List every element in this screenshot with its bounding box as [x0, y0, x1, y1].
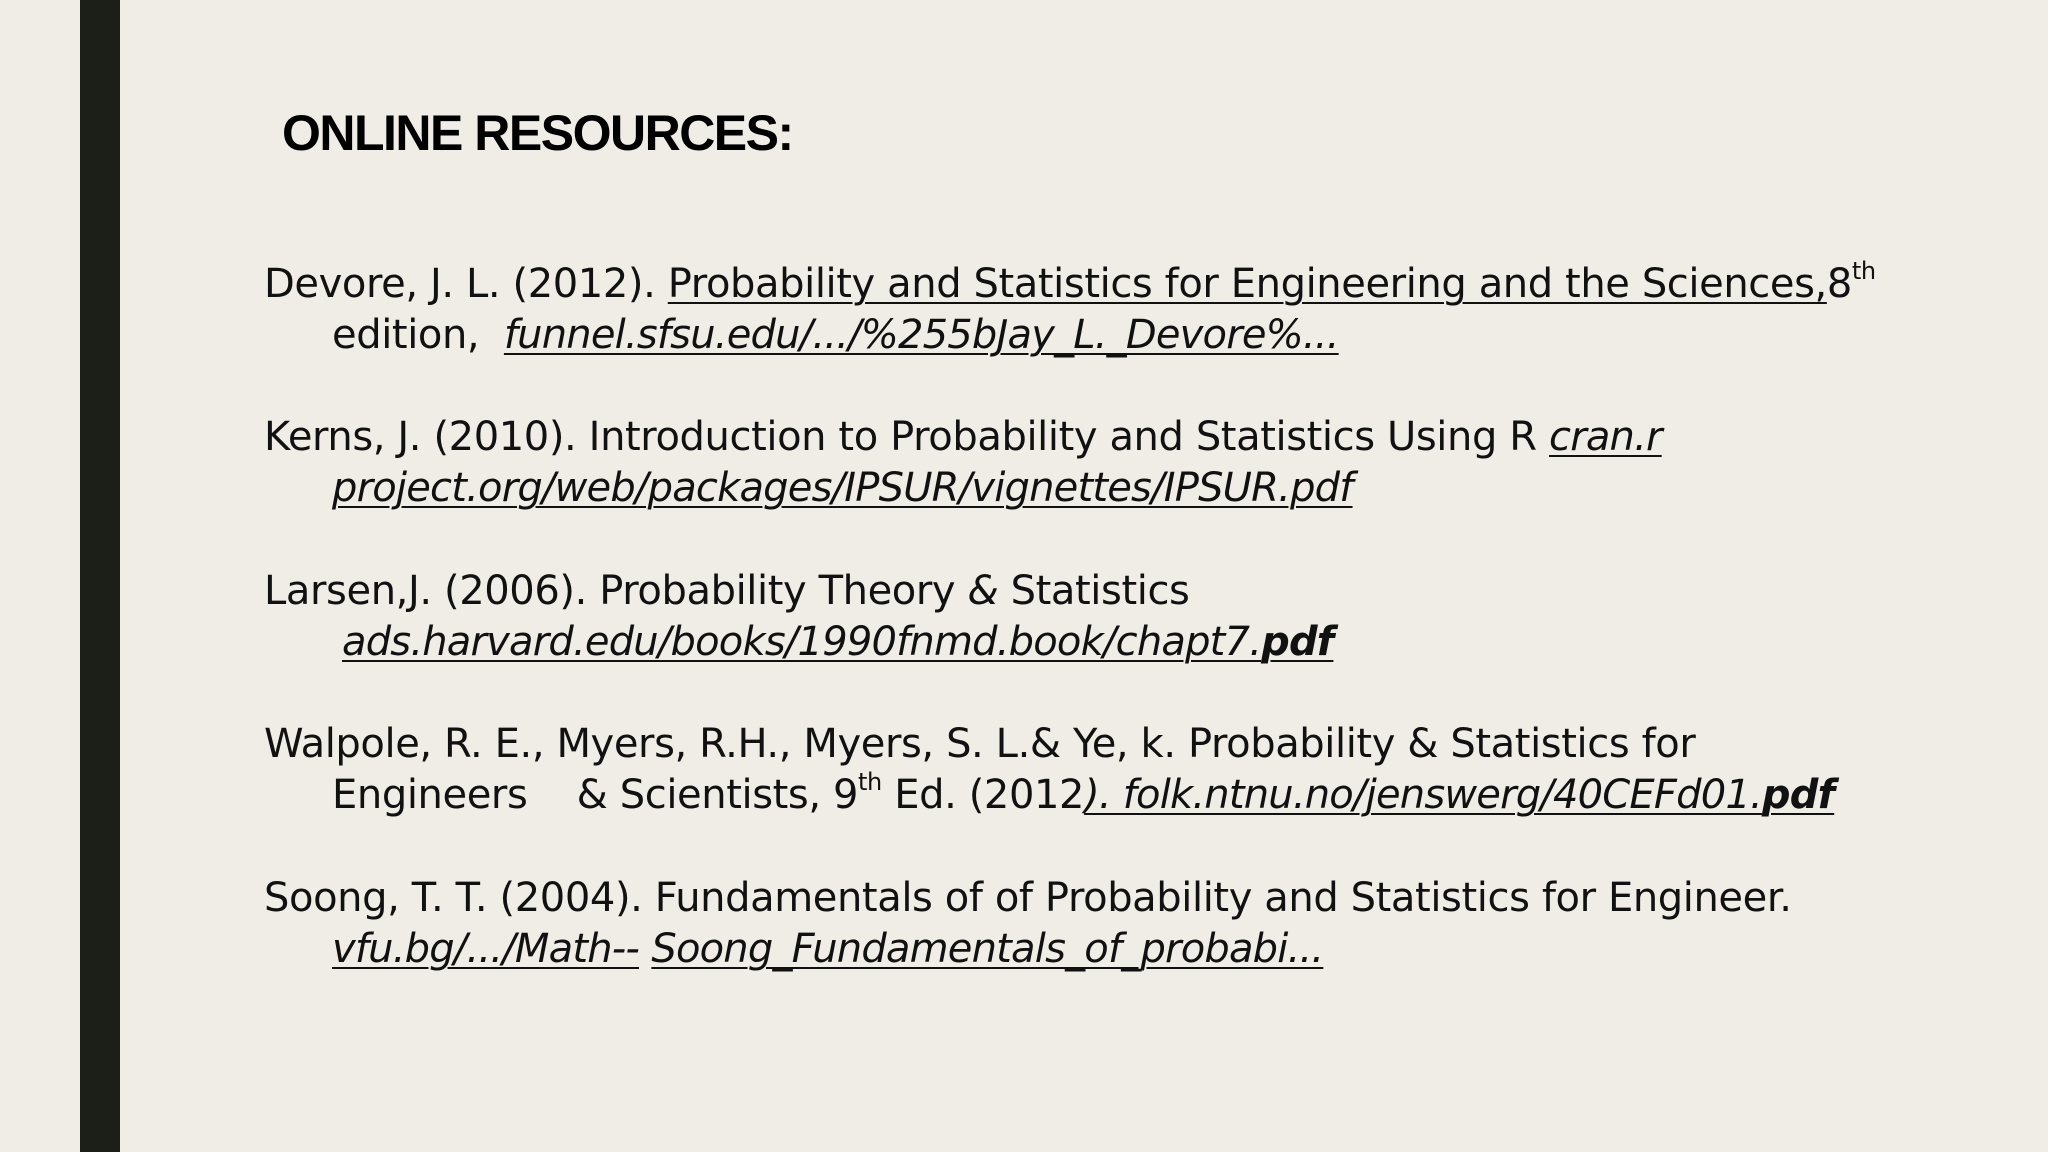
reference-link[interactable]: funnel.sfsu.edu/.../%255bJay_L._Devore%... [503, 312, 1339, 358]
reference-link[interactable]: cran.r [1549, 414, 1662, 460]
reference-text-after: Statistics [1010, 568, 1190, 614]
ordinal-suffix: th [1851, 257, 1876, 285]
reference-author: Devore, J. L. (2012). [264, 261, 656, 307]
reference-soong [264, 873, 1792, 975]
ordinal-suffix: th [858, 768, 882, 796]
link-extension: pdf [1261, 619, 1334, 665]
reference-link[interactable] [1084, 772, 1834, 818]
reference-text: Larsen,J. (2006). Probability Theory [264, 568, 956, 614]
page-title: ONLINE RESOURCES: [282, 105, 793, 161]
reference-link-continued[interactable]: project.org/web/packages/IPSUR/vignettes/IPSUR.pdf [332, 465, 1353, 511]
reference-edition: Ed. (2012 [894, 772, 1085, 818]
edition-label: edition, [332, 312, 480, 358]
link-path: ). folk.ntnu.no/jenswerg/40CEFd01. [1084, 772, 1762, 818]
left-accent-bar [80, 0, 120, 1152]
reference-text: Soong, T. T. (2004). Fundamentals of of Probability and Statistics for Engineer. [264, 875, 1792, 921]
reference-link-continued[interactable]: Soong_Fundamentals_of_probabi... [651, 926, 1324, 972]
reference-text-line2: Engineers & Scientists, 9 [332, 772, 859, 818]
reference-text: Walpole, R. E., Myers, R.H., Myers, S. L.& Ye, k. Probability & Statistics for [264, 721, 1696, 767]
link-path: ads.harvard.edu/books/1990fnmd.book/chapt7. [342, 619, 1262, 665]
reference-text: Kerns, J. (2010). Introduction to Probability and Statistics Using R [264, 414, 1537, 460]
reference-book-title: Probability and Statistics for Engineering and the Sciences, [667, 261, 1827, 307]
edition-ordinal: 8 [1826, 261, 1852, 307]
reference-link[interactable] [342, 619, 1333, 665]
reference-kerns [264, 412, 1662, 514]
reference-link[interactable]: vfu.bg/.../Math-- [332, 926, 640, 972]
reference-devore [264, 259, 1876, 361]
reference-larsen [264, 566, 1333, 668]
link-extension: pdf [1761, 772, 1835, 818]
ampersand: & [967, 568, 999, 614]
reference-walpole [264, 719, 1834, 821]
